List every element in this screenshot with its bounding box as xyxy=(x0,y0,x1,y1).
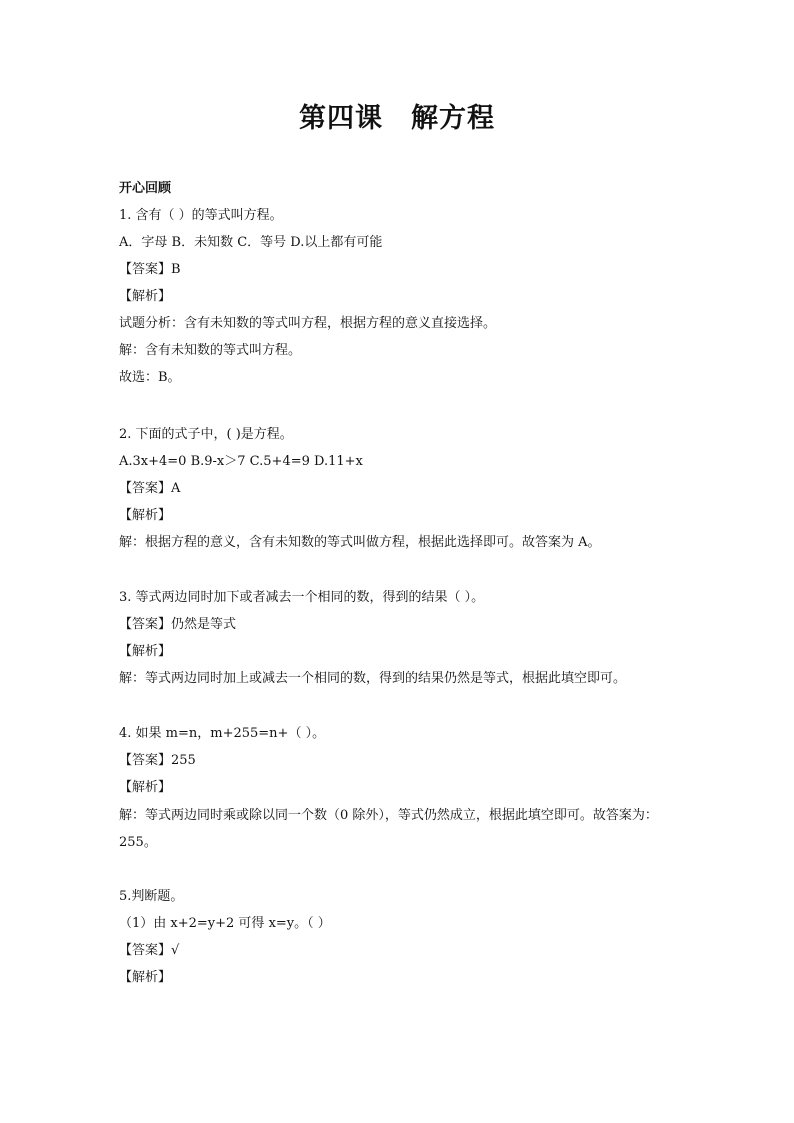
q5-question: 5.判断题。 xyxy=(119,889,184,904)
q4-analysis-1: 解：等式两边同时乘或除以同一个数（0 除外），等式仍然成立，根据此填空即可。故答案为：255。 xyxy=(119,808,658,850)
q2-question: 2. 下面的式子中，( )是方程。 xyxy=(119,427,293,442)
q1-analysis-1: 试题分析：含有未知数的等式叫方程，根据方程的意义直接选择。 xyxy=(119,316,497,331)
q4-question: 4. 如果 m=n，m+255=n+（ ）。 xyxy=(119,726,326,741)
title-lesson: 第四课 xyxy=(299,103,383,134)
q5-answer: 【答案】√ xyxy=(119,943,180,958)
q1-options: A．字母 B．未知数 C．等号 D.以上都有可能 xyxy=(119,235,383,250)
q1-answer: 【答案】B xyxy=(119,262,181,277)
q3-answer: 【答案】仍然是等式 xyxy=(119,617,237,632)
q5-analysis-label: 【解析】 xyxy=(119,970,172,985)
q4-answer: 【答案】255 xyxy=(119,753,196,768)
q5-sub1: （1）由 x+2=y+2 可得 x=y。（ ） xyxy=(119,916,331,931)
q1-analysis-3: 故选：B。 xyxy=(119,370,181,385)
title-topic: 解方程 xyxy=(411,103,495,134)
q1-analysis-2: 解：含有未知数的等式叫方程。 xyxy=(119,343,302,358)
q2-analysis-label: 【解析】 xyxy=(119,508,172,523)
q2-answer: 【答案】A xyxy=(119,481,181,496)
q3-analysis-1: 解：等式两边同时加上或减去一个相同的数，得到的结果仍然是等式，根据此填空即可。 xyxy=(119,671,627,686)
q1-question: 1. 含有（ ）的等式叫方程。 xyxy=(119,208,283,223)
q1-analysis-label: 【解析】 xyxy=(119,289,172,304)
q2-options: A.3x+4=0 B.9-x＞7 C.5+4=9 D.11+x xyxy=(119,454,363,469)
page-title xyxy=(0,96,794,135)
section-heading: 开心回顾 xyxy=(119,181,172,196)
q3-question: 3. 等式两边同时加下或者减去一个相同的数，得到的结果（ ）。 xyxy=(119,590,485,605)
q4-analysis-label: 【解析】 xyxy=(119,780,172,795)
q3-analysis-label: 【解析】 xyxy=(119,644,172,659)
q2-analysis-1: 解：根据方程的意义，含有未知数的等式叫做方程，根据此选择即可。故答案为 A。 xyxy=(119,535,601,550)
